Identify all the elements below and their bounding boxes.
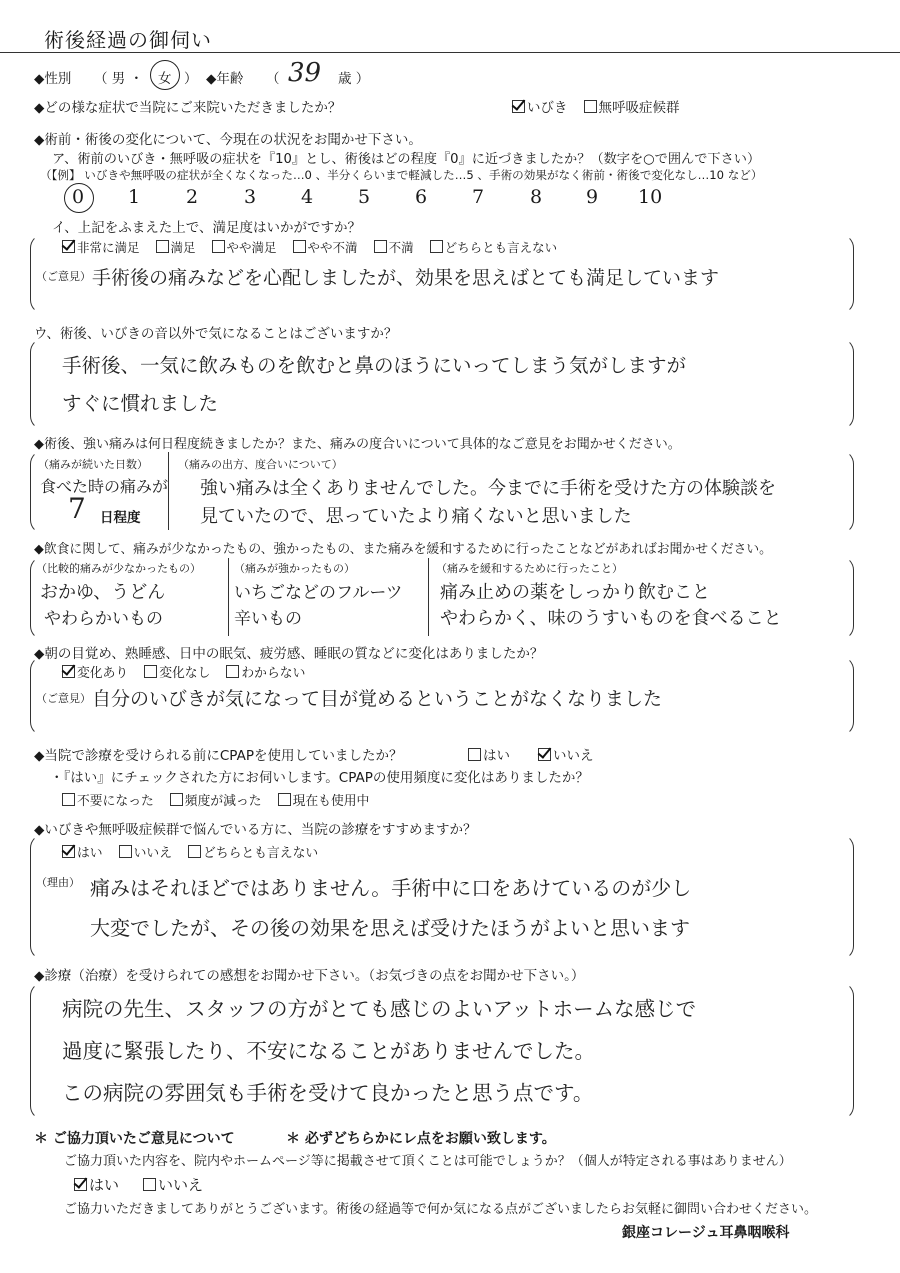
impression-question: ◆診療（治療）を受けられての感想をお聞かせ下さい。（お気づきの点をお聞かせ下さい。） xyxy=(34,968,585,984)
recommend-reason-1: 痛みはそれほどではありません。手術中に口をあけているのが少し xyxy=(90,876,692,900)
recommend-yes-option[interactable]: はい xyxy=(62,842,103,861)
pain-days-label: （痛みが続いた日数） xyxy=(38,458,148,471)
impression-line-3: この病院の雰囲気も手術を受けて良かったと思う点です。 xyxy=(62,1081,594,1105)
checkbox-icon[interactable] xyxy=(144,665,157,678)
satisfaction-options xyxy=(62,238,573,256)
scale-1[interactable]: 1 xyxy=(128,186,141,208)
satisfaction-option-somewhat-dissatisfied[interactable]: やや不満 xyxy=(293,238,358,256)
checkbox-icon[interactable] xyxy=(170,793,183,806)
checkbox-checked-icon[interactable] xyxy=(62,240,75,253)
scale-4[interactable]: 4 xyxy=(301,186,314,208)
food-divider-1 xyxy=(228,558,229,636)
scale-0[interactable]: 0 xyxy=(72,186,85,208)
symptom-options xyxy=(512,96,696,116)
food-low-1: おかゆ、うどん xyxy=(40,582,166,603)
title-rule xyxy=(0,52,900,53)
cpap-sub-option-unneeded[interactable]: 不要になった xyxy=(62,790,154,809)
checkbox-checked-icon[interactable] xyxy=(62,845,75,858)
checkbox-icon[interactable] xyxy=(62,793,75,806)
checkbox-icon[interactable] xyxy=(584,100,597,113)
food-low-label: （比較的痛みが少なかったもの） xyxy=(36,562,201,575)
change-question: ◆術前・術後の変化について、今現在の状況をお聞かせ下さい。 xyxy=(34,132,422,148)
other-line-2: すぐに慣れました xyxy=(62,392,219,415)
food-question: ◆飲食に関して、痛みが少なかったもの、強かったもの、また痛みを緩和するために行ったことなどがあればお聞かせください。 xyxy=(34,542,772,557)
pain-detail-label: （痛みの出方、度合いについて） xyxy=(178,458,343,471)
recommend-neutral-option[interactable]: どちらとも言えない xyxy=(188,842,318,861)
pain-days-value: 7 xyxy=(68,492,86,525)
checkbox-checked-icon[interactable] xyxy=(538,748,551,761)
satisfaction-option-somewhat[interactable]: やや満足 xyxy=(212,238,277,256)
change-sub-question: ア、術前のいびき・無呼吸の症状を『10』とし、術後はどの程度『0』に近づきましたか？（数字を○で囲んで下さい） xyxy=(52,152,761,167)
scale-selected-circle xyxy=(64,183,94,213)
recommend-no-option[interactable]: いいえ xyxy=(119,842,172,861)
sex-close: ） xyxy=(184,71,198,87)
scale-9[interactable]: 9 xyxy=(586,186,599,208)
satisfaction-question: イ、上記をふまえた上で、満足度はいかがですか？ xyxy=(52,220,362,236)
satisfaction-option-dissatisfied[interactable]: 不満 xyxy=(374,238,414,256)
page-title: 術後経過の御伺い xyxy=(44,28,212,52)
impression-line-2: 過度に緊張したり、不安になることがありませんでした。 xyxy=(62,1039,595,1063)
satisfaction-opinion-label: （ご意見） xyxy=(36,270,91,283)
scale-2[interactable]: 2 xyxy=(186,186,199,208)
checkbox-icon[interactable] xyxy=(468,748,481,761)
checkbox-icon[interactable] xyxy=(293,240,306,253)
age-label: ◆年齢 xyxy=(206,71,244,87)
satisfaction-option-very[interactable]: 非常に満足 xyxy=(62,238,140,256)
scale-7[interactable]: 7 xyxy=(472,186,485,208)
food-high-2: 辛いもの xyxy=(234,609,302,629)
clinic-name: 銀座コレージュ耳鼻咽喉科 xyxy=(622,1225,790,1241)
age-open: （ xyxy=(266,71,280,87)
sleep-question: ◆朝の目覚め、熟睡感、日中の眠気、疲労感、睡眠の質などに変化はありましたか？ xyxy=(34,646,544,662)
checkbox-icon[interactable] xyxy=(226,665,239,678)
consent-options xyxy=(74,1174,219,1195)
cpap-sub-options xyxy=(62,790,385,809)
food-relief-1: 痛み止めの薬をしっかり飲むこと xyxy=(440,582,710,603)
recommend-reason-label: （理由） xyxy=(36,876,80,889)
cpap-sub-option-still[interactable]: 現在も使用中 xyxy=(278,790,370,809)
satisfaction-option-satisfied[interactable]: 満足 xyxy=(156,238,196,256)
food-low-2: やわらかいもの xyxy=(44,609,163,629)
checkbox-checked-icon[interactable] xyxy=(74,1178,87,1191)
age-unit: 歳 ） xyxy=(338,71,370,87)
symptom-snoring-option[interactable]: いびき xyxy=(512,96,568,116)
food-high-1: いちごなどのフルーツ xyxy=(234,583,403,603)
cpap-sub-option-reduced[interactable]: 頻度が減った xyxy=(170,790,262,809)
checkbox-icon[interactable] xyxy=(278,793,291,806)
satisfaction-option-neutral[interactable]: どちらとも言えない xyxy=(430,238,558,256)
sex-female: 女 xyxy=(158,71,172,87)
sleep-options xyxy=(62,662,321,681)
recommend-question: ◆いびきや無呼吸症候群で悩んでいる方に、当院の診療をすすめますか？ xyxy=(34,822,477,838)
scale-6[interactable]: 6 xyxy=(415,186,428,208)
checkbox-icon[interactable] xyxy=(143,1178,156,1191)
sex-male: （ 男 ・ xyxy=(94,71,144,87)
recommend-options xyxy=(62,842,334,861)
checkbox-checked-icon[interactable] xyxy=(512,100,525,113)
sleep-option-unknown[interactable]: わからない xyxy=(226,662,305,681)
food-divider-2 xyxy=(428,558,429,636)
pain-question: ◆術後、強い痛みは何日程度続きましたか？また、痛みの度合いについて具体的なご意見をお聞かせください。 xyxy=(34,437,681,452)
checkbox-icon[interactable] xyxy=(119,845,132,858)
cpap-no-option[interactable]: いいえ xyxy=(538,744,594,764)
consent-heading-a: ＊ ご協力頂いたご意見について xyxy=(34,1131,235,1147)
checkbox-icon[interactable] xyxy=(188,845,201,858)
sleep-option-changed[interactable]: 変化あり xyxy=(62,662,128,681)
checkbox-icon[interactable] xyxy=(430,240,443,253)
scale-10[interactable]: 10 xyxy=(638,186,663,208)
cpap-options xyxy=(468,744,610,764)
impression-line-1: 病院の先生、スタッフの方がとても感じのよいアットホームな感じで xyxy=(62,997,697,1021)
pain-detail-2: 見ていたので、思っていたより痛くないと思いました xyxy=(200,506,632,527)
cpap-yes-option[interactable]: はい xyxy=(468,744,510,764)
pain-detail-1: 強い痛みは全くありませんでした。今までに手術を受けた方の体験談を xyxy=(200,478,776,499)
consent-no-option[interactable]: いいえ xyxy=(143,1174,203,1195)
checkbox-icon[interactable] xyxy=(156,240,169,253)
cpap-sub-question: ・『はい』にチェックされた方にお伺いします。CPAPの使用頻度に変化はありましたか？ xyxy=(50,770,589,786)
recommend-reason-2: 大変でしたが、その後の効果を思えば受けたほうがよいと思います xyxy=(90,916,690,940)
symptom-question: ◆どの様な症状で当院にご来院いただきましたか？ xyxy=(34,100,342,116)
consent-question: ご協力頂いた内容を、院内やホームページ等に掲載させて頂くことは可能でしょうか？（個人が特定される事はありません） xyxy=(64,1154,792,1169)
age-value: 39 xyxy=(288,58,322,88)
sex-label: ◆性別 xyxy=(34,71,72,87)
other-line-1: 手術後、一気に飲みものを飲むと鼻のほうにいってしまう気がしますが xyxy=(62,354,687,377)
consent-heading-b: ＊ 必ずどちらかにレ点をお願い致します。 xyxy=(286,1131,556,1147)
food-relief-label: （痛みを緩和するために行ったこと） xyxy=(436,562,623,575)
checkbox-icon[interactable] xyxy=(212,240,225,253)
scale-8[interactable]: 8 xyxy=(530,186,543,208)
scale-3[interactable]: 3 xyxy=(244,186,257,208)
food-relief-2: やわらかく、味のうすいものを食べること xyxy=(440,608,782,629)
improvement-scale xyxy=(0,186,900,212)
pain-days-note: 食べた時の痛みが xyxy=(40,477,169,496)
consent-thanks: ご協力いただきましてありがとうございます。術後の経過等で何か気になる点がございましたらお気軽に御問い合わせください。 xyxy=(64,1202,817,1217)
cpap-question: ◆当院で診療を受けられる前にCPAPを使用していましたか？ xyxy=(34,748,403,764)
consent-yes-option[interactable]: はい xyxy=(74,1174,119,1195)
satisfaction-opinion: 手術後の痛みなどを心配しましたが、効果を思えばとても満足しています xyxy=(92,267,720,289)
symptom-apnea-option[interactable]: 無呼吸症候群 xyxy=(584,96,680,116)
pain-divider xyxy=(168,452,169,530)
checkbox-icon[interactable] xyxy=(374,240,387,253)
sleep-opinion: 自分のいびきが気になって目が覚めるということがなくなりました xyxy=(92,688,663,710)
food-high-label: （痛みが強かったもの） xyxy=(234,562,355,575)
sex-selected-circle xyxy=(150,60,180,90)
sleep-opinion-label: （ご意見） xyxy=(36,692,91,705)
pain-days-unit: 日程度 xyxy=(100,510,141,526)
scale-5[interactable]: 5 xyxy=(358,186,371,208)
change-example: （【例】 いびきや無呼吸の症状が全くなくなった…0 、半分くらいまで軽減した…5 、手術の効果がなく術前・術後で変化なし…10 など） xyxy=(40,168,763,182)
other-question: ウ、術後、いびきの音以外で気になることはございますか？ xyxy=(34,326,398,342)
sleep-option-unchanged[interactable]: 変化なし xyxy=(144,662,210,681)
checkbox-checked-icon[interactable] xyxy=(62,665,75,678)
